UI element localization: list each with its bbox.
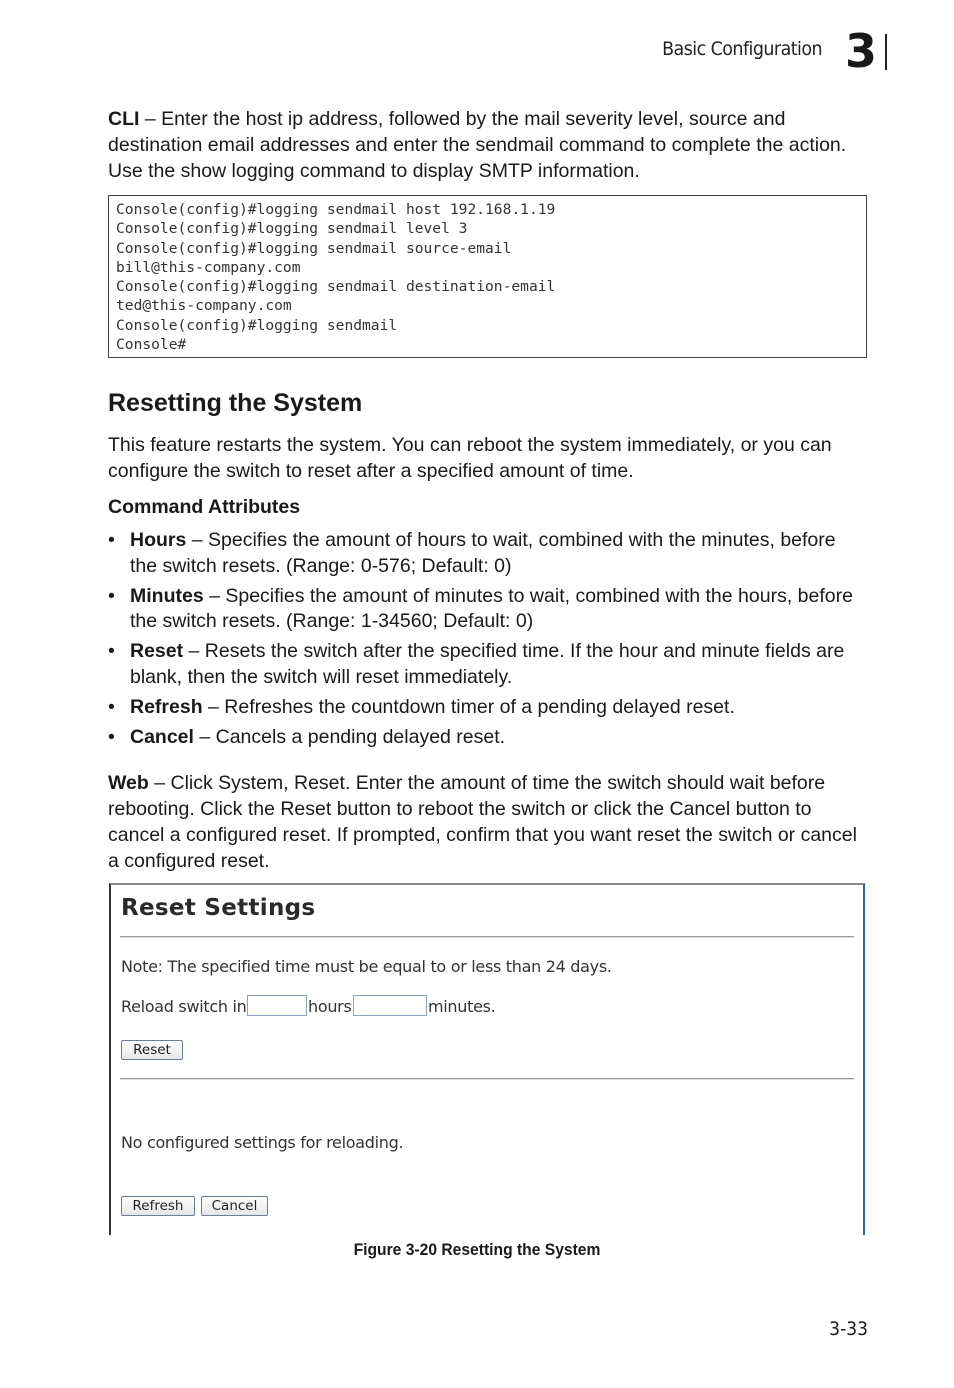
command-attributes-heading: Command Attributes (108, 496, 301, 518)
code-line: Console(config)#logging sendmail (116, 316, 398, 334)
cli-code-block (108, 195, 867, 358)
bullet-icon: • (108, 529, 115, 551)
attribute-term: Cancel (130, 725, 194, 748)
cli-label: CLI (108, 108, 140, 130)
reset-settings-title: Reset Settings (121, 895, 316, 921)
code-line: Console(config)#logging sendmail source-email (116, 239, 512, 257)
refresh-button[interactable]: Refresh (121, 1196, 195, 1216)
web-paragraph (108, 770, 868, 874)
section-heading: Resetting the System (108, 389, 363, 417)
code-line: ted@this-company.com (116, 297, 292, 315)
web-text: – Click System, Reset. Enter the amount of time the switch should wait before rebooting. Click the Reset button to reboot the switch or click the Cancel button to cancel a configured reset. If prompted, confirm that you want reset the switch or cancel a configured reset. (108, 772, 857, 872)
web-label: Web (108, 772, 149, 794)
reset-note: Note: The specified time must be equal to or less than 24 days. (121, 957, 612, 976)
attribute-term: Reset (130, 640, 184, 662)
code-line: Console# (116, 336, 187, 354)
code-line: Console(config)#logging sendmail level 3 (116, 220, 468, 238)
reload-label: Reload switch in (121, 997, 247, 1016)
list-item (108, 725, 868, 751)
bullet-icon: • (108, 584, 115, 607)
attribute-desc: – Specifies the amount of minutes to wait, combined with the hours, before the switch resets. (Range: 1-34560; Default: 0) (130, 584, 853, 632)
reset-settings-screenshot (109, 883, 865, 1235)
attribute-term: Refresh (130, 695, 203, 718)
list-item (108, 584, 868, 635)
bullet-icon: • (108, 695, 115, 718)
chapter-divider (885, 34, 887, 70)
attributes-list (108, 528, 868, 755)
bullet-icon: • (108, 725, 115, 748)
page-number: 3-33 (829, 1318, 868, 1340)
hours-label: hours (308, 997, 352, 1016)
cancel-button[interactable]: Cancel (201, 1196, 268, 1216)
section-intro: This feature restarts the system. You can reboot the system immediately, or you can configure the switch to reset after a specified amount of time. (108, 434, 832, 482)
chapter-number: 3 (844, 24, 877, 78)
attribute-desc: – Resets the switch after the specified time. If the hour and minute fields are blank, then the switch will reset immediately. (130, 640, 845, 688)
reload-status: No configured settings for reloading. (121, 1133, 404, 1152)
minutes-input[interactable] (353, 995, 427, 1016)
bullet-icon: • (108, 640, 115, 662)
divider (120, 936, 854, 938)
code-line: Console(config)#logging sendmail host 192.168.1.19 (116, 201, 556, 218)
cli-intro-text: – Enter the host ip address, followed by the mail severity level, source and destination email addresses and enter the sendmail command to complete the action. Use the show logging command to display SMTP information. (108, 108, 847, 182)
attribute-term: Hours (130, 529, 187, 551)
attribute-desc: – Refreshes the countdown timer of a pending delayed reset. (202, 695, 735, 718)
attribute-term: Minutes (130, 584, 204, 607)
code-line: Console(config)#logging sendmail destination-email (116, 278, 556, 296)
hours-input[interactable] (247, 995, 307, 1016)
header-section-title: Basic Configuration (662, 38, 822, 60)
list-item (108, 528, 868, 579)
divider (120, 1078, 854, 1080)
minutes-label: minutes. (428, 997, 496, 1016)
cli-intro-paragraph (108, 106, 868, 184)
figure-caption: Figure 3-20 Resetting the System (353, 1240, 601, 1259)
list-item (108, 695, 868, 721)
list-item (108, 639, 868, 690)
attribute-desc: – Cancels a pending delayed reset. (193, 725, 506, 748)
attribute-desc: – Specifies the amount of hours to wait, combined with the minutes, before the switch resets. (Range: 0-576; Default: 0) (130, 529, 836, 577)
code-line: bill@this-company.com (116, 258, 301, 276)
reset-button[interactable]: Reset (121, 1040, 183, 1060)
